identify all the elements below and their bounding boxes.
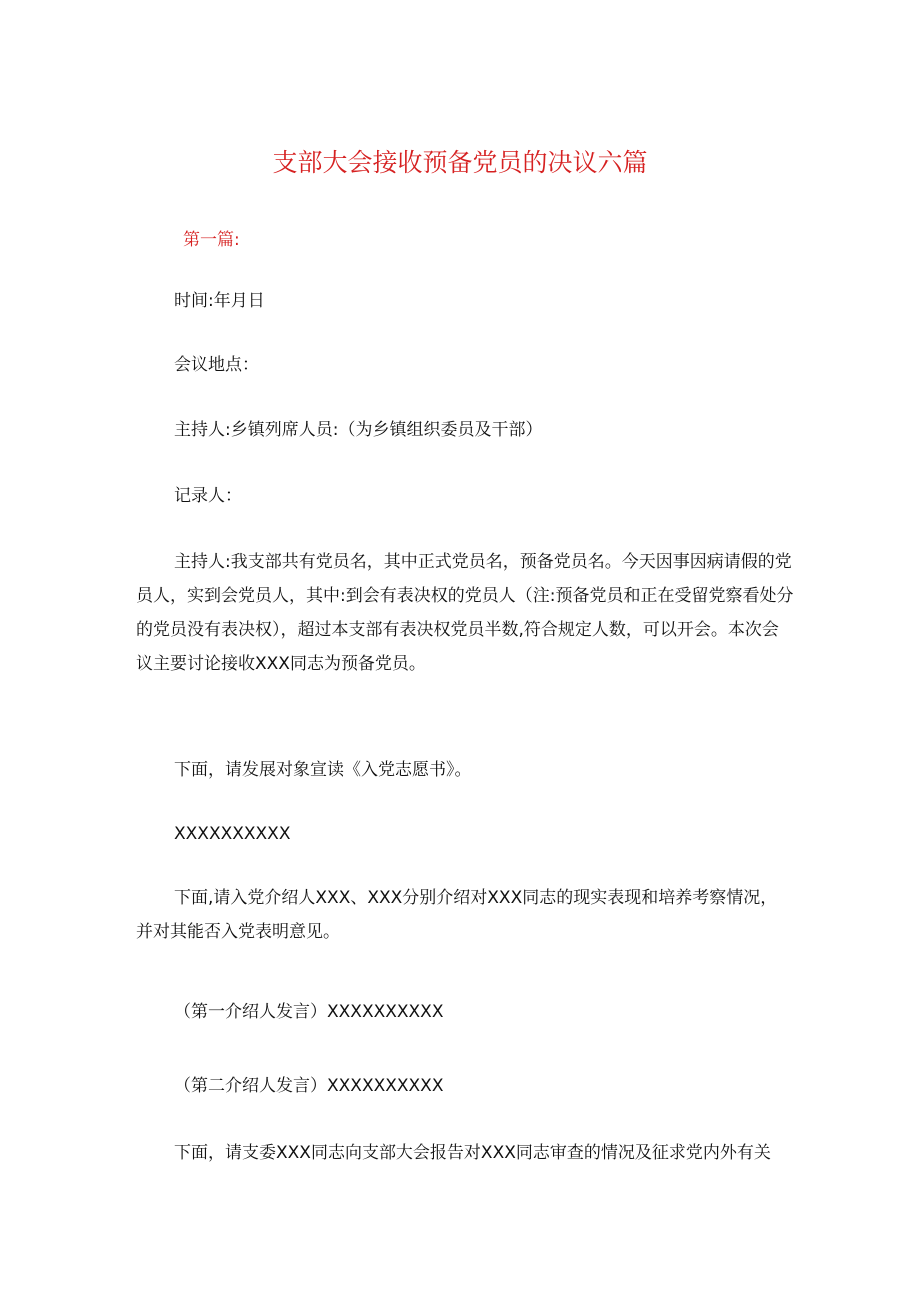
section-label: 第一篇: xyxy=(183,230,240,250)
first-introducer-line: （第一介绍人发言）XXXXXXXXXX xyxy=(174,1002,444,1022)
committee-paragraph-line: 下面，请支委XXX同志向支部大会报告对XXX同志审查的情况及征求党内外有关 xyxy=(174,1143,771,1163)
intro-paragraph-line: 议主要讨论接收XXX同志为预备党员。 xyxy=(136,654,426,674)
document-title: 支部大会接收预备党员的决议六篇 xyxy=(272,148,648,177)
read-application-line: 下面，请发展对象宣读《入党志愿书》。 xyxy=(174,760,472,780)
intro-paragraph-line: 员人，实到会党员人，其中:到会有表决权的党员人（注:预备党员和正在受留党察看处分 xyxy=(136,586,794,606)
intro-paragraph xyxy=(136,545,796,681)
intro-paragraph-line: 主持人:我支部共有党员名，其中正式党员名，预备党员名。今天因事因病请假的党 xyxy=(174,552,792,572)
meeting-recorder: 记录人： xyxy=(174,486,242,506)
committee-paragraph xyxy=(136,1136,796,1170)
meeting-location: 会议地点： xyxy=(174,355,259,375)
intro-paragraph-line: 的党员没有表决权），超过本支部有表决权党员半数,符合规定人数，可以开会。本次会 xyxy=(136,620,779,640)
meeting-time: 时间:年月日 xyxy=(174,291,265,311)
meeting-host: 主持人:乡镇列席人员:（为乡镇组织委员及干部） xyxy=(174,420,543,440)
introducers-paragraph-line: 下面,请入党介绍人XXX、XXX分别介绍对XXX同志的现实表现和培养考察情况， xyxy=(174,888,778,908)
second-introducer-line: （第二介绍人发言）XXXXXXXXXX xyxy=(174,1076,444,1096)
introducers-paragraph xyxy=(136,881,796,949)
introducers-paragraph-line: 并对其能否入党表明意见。 xyxy=(136,922,340,942)
placeholder-line: XXXXXXXXXX xyxy=(174,824,291,844)
